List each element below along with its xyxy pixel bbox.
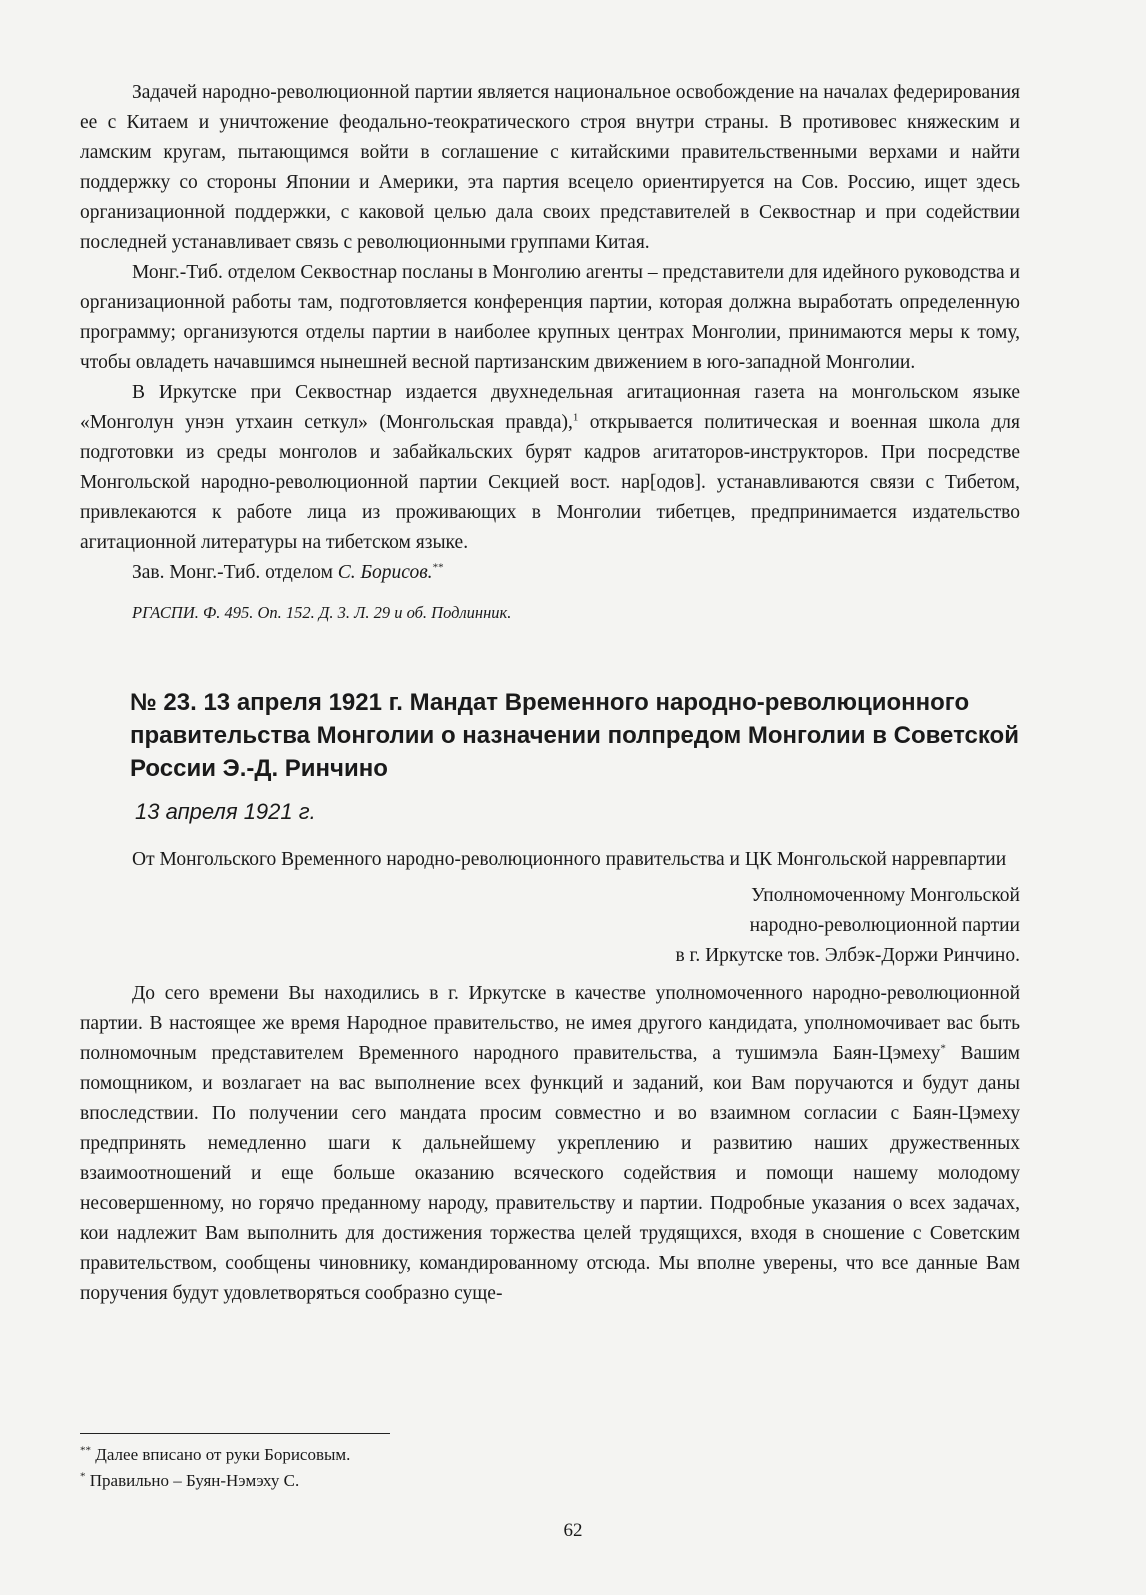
signature-name: С. Борисов. xyxy=(337,562,433,583)
footnote-mark: * xyxy=(80,1470,86,1483)
footnote-ref-double-star: ** xyxy=(432,561,444,574)
intro-paragraph-3 xyxy=(80,378,1020,558)
document-from: От Монгольского Временного народно-революционного правительства и ЦК Монгольской нарревпартии xyxy=(132,849,1007,870)
document-body-text-a: До сего времени Вы находились в г. Иркутске в качестве уполномоченного народно-революционной партии. В настоящее же время Народное правительство, не имея другого кандидата, уполномочивает вас быть полномочным представителем Временного народного правительства, а тушимэла Баян-Цэмеху xyxy=(80,983,1020,1064)
addressee-line: в г. Иркутске тов. Элбэк-Доржи Ринчино. xyxy=(675,945,1020,966)
addressee-line: народно-революционной партии xyxy=(749,915,1020,936)
intro-paragraph-1: Задачей народно-революционной партии является национальное освобождение на началах федерирования ее с Китаем и уничтожение феодально-теократического строя внутри страны. В противовес княжеским и ламским кругам, пытающимся войти в соглашение с китайскими правительственными верхами и найти поддержку со стороны Японии и Америки, эта партия всецело ориентируется на Сов. Россию, ищет здесь организационной поддержки, с каковой целью дала своих представителей в Секвостнар и при содействии последней устанавливает связь с революционными группами Китая. xyxy=(80,82,1020,253)
addressee-line: Уполномоченному Монгольской xyxy=(751,885,1020,906)
intro-paragraph-2: Монг.-Тиб. отделом Секвостнар посланы в Монголию агенты – представители для идейного руководства и организационной работы там, подготовляется конференция партии, которая должна выработать определенную программу; организуются отделы партии в наиболее крупных центрах Монголии, принимаются меры к тому, чтобы овладеть начавшимся нынешней весной партизанским движением в юго-западной Монголии. xyxy=(80,262,1020,373)
footnote-text: Правильно – Буян-Нэмэху С. xyxy=(85,1471,300,1490)
footnote-text: Далее вписано от руки Борисовым. xyxy=(91,1445,351,1464)
document-heading: № 23. 13 апреля 1921 г. Мандат Временного народно-революционного правительства Монголии о назначении полпредом Монголии в Советской России Э.-Д. Ринчино xyxy=(130,689,1019,782)
footnote-divider xyxy=(80,1433,390,1434)
footnote-ref-star: * xyxy=(940,1042,946,1055)
intro-paragraph-3-text-a: В Иркутске при Секвостнар издается двухнедельная агитационная газета на монгольском языке «Монголун унэн утхаин сеткул» (Монгольская правда), xyxy=(80,382,1020,433)
document-body-text-b: Вашим помощником, и возлагает на вас выполнение всех функций и заданий, кои Вам поручаются и будут даны впоследствии. По получении сего мандата просим совместно и во взаимном согласии с Баян-Цэмеху предпринять немедленно шаги к дальнейшему укреплению и развитию наших дружественных взаимоотношений и еще больше оказанию всяческого содействия и помощи нашему молодому несовершенному, но горячо преданному народу, правительству и партии. Подробные указания о всех задачах, кои надлежит Вам выполнить для достижения торжества целей трудящихся, входя в сношение с Советским правительством, сообщены чиновнику, командированному отсюда. Мы вполне уверены, что все данные Вам поручения будут удовлетворяться сообразно суще- xyxy=(80,1043,1021,1304)
archive-source: РГАСПИ. Ф. 495. Оп. 152. Д. 3. Л. 29 и об. Подлинник. xyxy=(132,603,512,622)
footnotes xyxy=(80,1442,980,1494)
footnote-ref-1: 1 xyxy=(572,411,579,424)
footnote-item xyxy=(80,1442,980,1468)
document-body xyxy=(80,979,1020,1309)
document-date: 13 апреля 1921 г. xyxy=(135,799,316,824)
addressee-block xyxy=(80,881,1020,971)
signature-prefix: Зав. Монг.-Тиб. отделом xyxy=(132,562,338,583)
footnote-item xyxy=(80,1468,980,1494)
page-content xyxy=(80,78,1020,1309)
signature-line xyxy=(80,558,1020,588)
footnote-mark: ** xyxy=(80,1444,91,1457)
page-number: 62 xyxy=(563,1520,583,1541)
intro-paragraph-3-text-b: открывается политическая и военная школа для подготовки из среды монголов и забайкальских бурят кадров агитаторов-инструкторов. При посредстве Монгольской народно-революционной партии Секцией вост. нар[одов]. устанавливаются связи с Тибетом, привлекаются к работе лица из проживающих в Монголии тибетцев, предпринимается издательство агитационной литературы на тибетском языке. xyxy=(80,412,1020,553)
